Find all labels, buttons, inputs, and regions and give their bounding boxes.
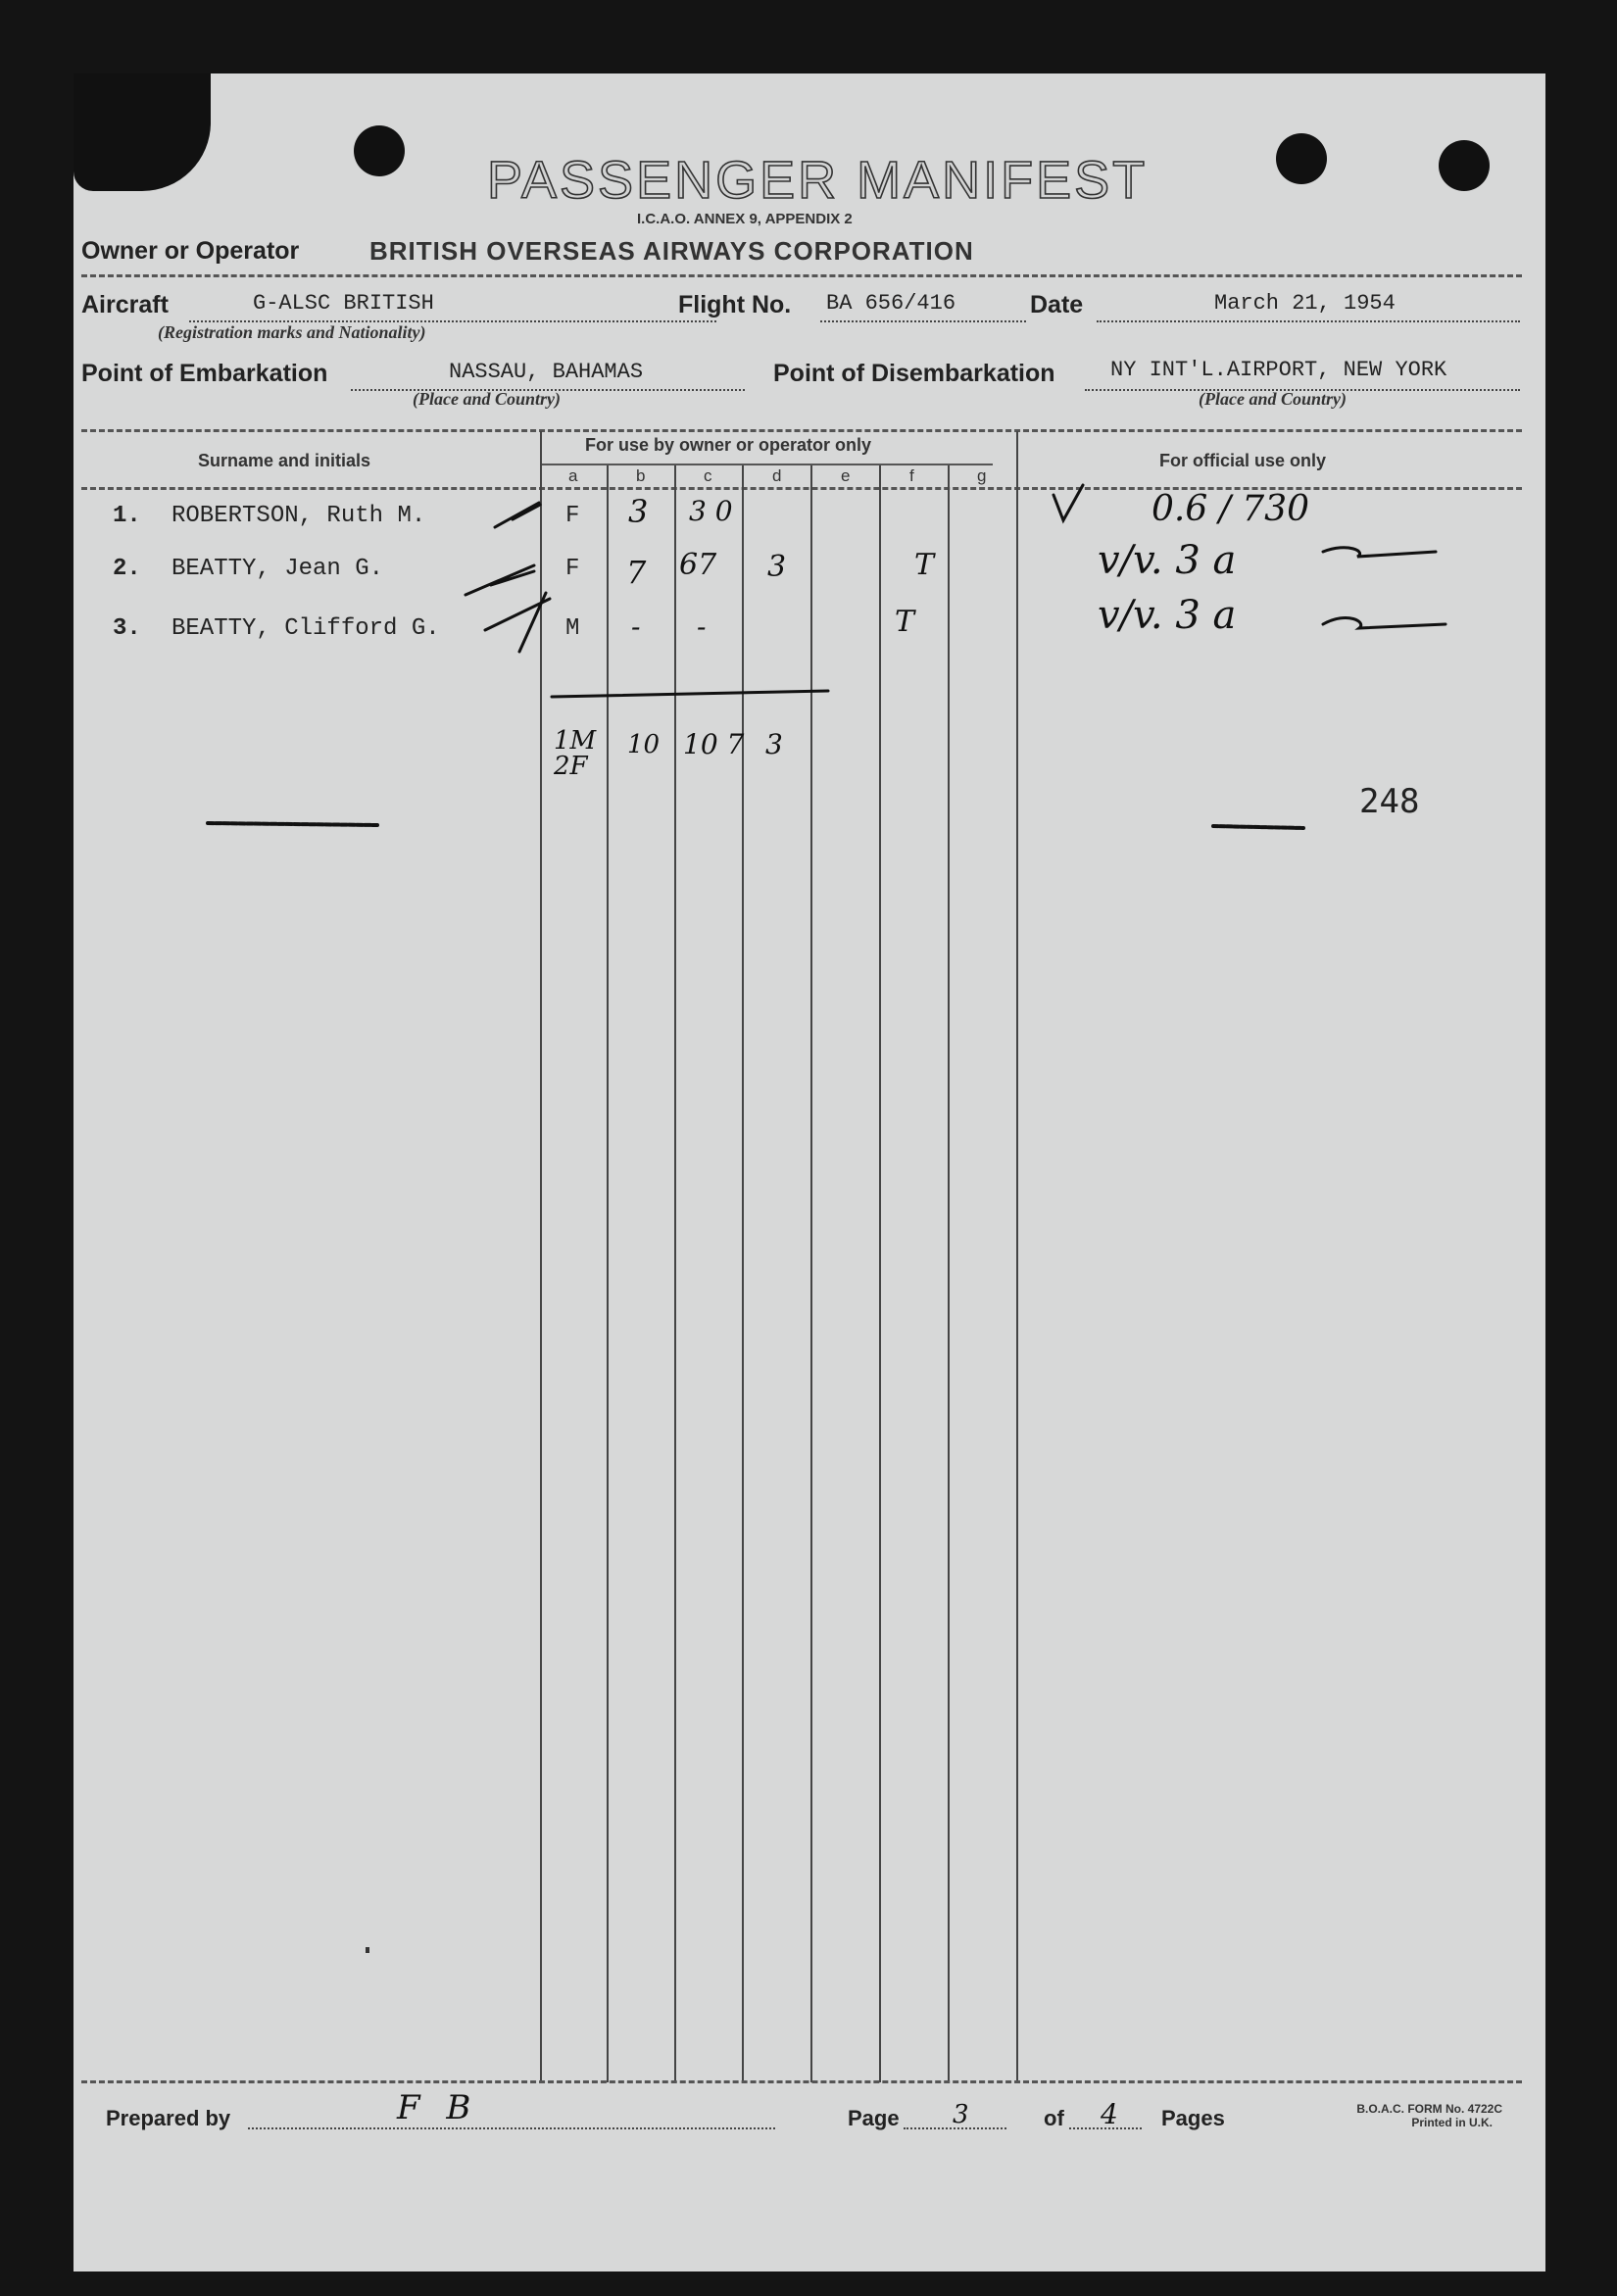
page-label: Page: [848, 2106, 900, 2130]
date-value: March 21, 1954: [1214, 291, 1396, 316]
prepared-by-label: Prepared by: [106, 2106, 231, 2130]
passenger-name: BEATTY, Clifford G.: [172, 615, 440, 642]
footer-rule: [81, 2080, 1522, 2083]
owner-label: Owner or Operator: [81, 237, 300, 265]
column-g-header: g: [977, 466, 987, 485]
cell-c: 3 0: [689, 495, 733, 527]
form-title: PASSENGER MANIFEST: [487, 151, 1149, 210]
check-mark: [495, 503, 540, 527]
cell-c: -: [697, 611, 707, 643]
passenger-name: ROBERTSON, Ruth M.: [172, 503, 426, 529]
official-entry: v/v. 3 a: [1098, 538, 1237, 583]
total-d: 3: [765, 728, 783, 760]
aircraft-label: Aircraft: [81, 291, 169, 318]
flight-value: BA 656/416: [826, 291, 956, 316]
cell-f: T: [914, 548, 935, 582]
underline-stroke: [1323, 548, 1436, 557]
total-c: 10 7: [683, 728, 745, 760]
row-number: 3.: [113, 615, 141, 642]
total-a: 1M 2F: [554, 726, 597, 781]
check-mark: [485, 593, 550, 652]
official-entry: v/v. 3 a: [1098, 593, 1237, 638]
owner-value: BRITISH OVERSEAS AIRWAYS CORPORATION: [369, 236, 974, 266]
check-mark: [1054, 485, 1083, 520]
total-pages: 4: [1101, 2098, 1118, 2130]
manifest-page: [74, 73, 1545, 2272]
flight-label: Flight No.: [678, 291, 792, 318]
cell-a: M: [565, 615, 580, 642]
official-entry: 0.6 / 730: [1152, 489, 1309, 529]
of-label: of: [1044, 2106, 1064, 2130]
cell-f: T: [895, 605, 915, 639]
aircraft-value: G-ALSC BRITISH: [253, 291, 434, 316]
dash-mark: [1213, 826, 1303, 828]
surname-header: Surname and initials: [198, 451, 371, 470]
form-subtitle: I.C.A.O. ANNEX 9, APPENDIX 2: [637, 211, 853, 227]
cell-d: 3: [767, 550, 787, 584]
passenger-name: BEATTY, Jean G.: [172, 556, 384, 582]
row-number: 1.: [113, 503, 141, 529]
dash-mark: [208, 823, 377, 825]
total-b: 10: [627, 730, 661, 759]
underline-stroke: [1323, 617, 1446, 628]
check-mark: [466, 565, 534, 595]
cell-b: 3: [628, 493, 649, 530]
date-label: Date: [1030, 291, 1084, 318]
column-a-header: a: [568, 466, 578, 485]
column-c-header: c: [704, 466, 712, 485]
form-number: B.O.A.C. FORM No. 4722C: [1356, 2102, 1502, 2116]
disembarkation-value: NY INT'L.AIRPORT, NEW YORK: [1110, 358, 1447, 382]
column-b-header: b: [636, 466, 646, 485]
disembarkation-caption: (Place and Country): [1199, 389, 1347, 409]
prepared-by-value: F B: [397, 2088, 479, 2127]
column-d-header: d: [772, 466, 782, 485]
cell-c: 67: [679, 548, 717, 582]
pages-label: Pages: [1161, 2106, 1225, 2130]
page-number: 3: [953, 2100, 969, 2129]
cell-b: 7: [626, 554, 647, 591]
aircraft-caption: (Registration marks and Nationality): [158, 322, 426, 342]
embarkation-value: NASSAU, BAHAMAS: [449, 360, 644, 384]
totals-line: [552, 691, 828, 697]
embarkation-label: Point of Embarkation: [81, 360, 328, 387]
cell-b: -: [631, 611, 641, 643]
column-f-header: f: [909, 466, 914, 485]
printed-in: Printed in U.K.: [1411, 2116, 1493, 2129]
stamp-number: 248: [1359, 782, 1420, 821]
handwritten-marks: [74, 73, 1545, 857]
disembarkation-label: Point of Disembarkation: [773, 360, 1055, 387]
cell-a: F: [565, 556, 580, 582]
cell-a: F: [565, 503, 580, 529]
row-number: 2.: [113, 556, 141, 582]
column-e-header: e: [841, 466, 851, 485]
owner-use-header: For use by owner or operator only: [585, 435, 872, 455]
official-use-header: For official use only: [1159, 451, 1327, 470]
embarkation-caption: (Place and Country): [413, 389, 561, 409]
